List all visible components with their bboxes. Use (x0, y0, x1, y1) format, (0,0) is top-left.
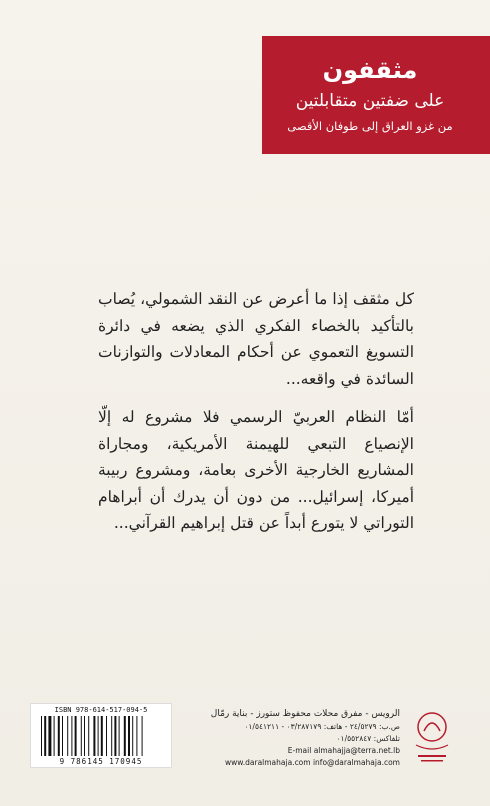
barcode-bar (75, 716, 77, 756)
barcode-bar (132, 716, 133, 756)
barcode-bar (142, 716, 143, 756)
book-subtitle: على ضفتين متقابلتين (295, 91, 445, 112)
book-subtitle-2: من غزو العراق إلى طوفان الأقصى (287, 119, 453, 134)
barcode-bar (88, 716, 89, 756)
barcode-bar (128, 716, 130, 756)
ean-number: 9 786145 170945 (59, 757, 143, 766)
publisher-web: www.daralmahaja.com info@daralmahaja.com (225, 758, 400, 767)
barcode (30, 703, 172, 768)
barcode-bar (44, 716, 46, 756)
barcode-bar (119, 716, 120, 756)
barcode-bar (48, 716, 51, 756)
publisher-fax: تلفاكس: ٠١/٥٥٢٨٤٧ (336, 734, 400, 743)
barcode-bars-icon (39, 716, 165, 756)
barcode-bar (101, 716, 103, 756)
barcode-bar (67, 716, 68, 756)
title-box (262, 36, 490, 154)
barcode-bar (58, 716, 60, 756)
publisher-info (210, 707, 400, 769)
barcode-bar (81, 716, 82, 756)
book-title: مثقفون (322, 56, 418, 84)
blurb-text (98, 286, 414, 549)
barcode-bar (84, 716, 85, 756)
barcode-bar (71, 716, 72, 756)
barcode-bar (136, 716, 137, 756)
barcode-bar (93, 716, 95, 756)
isbn-text: ISBN 978-614-517-094-5 (54, 706, 148, 714)
barcode-bar (98, 716, 99, 756)
barcode-bar (114, 716, 116, 756)
barcode-bar (106, 716, 107, 756)
barcode-bar (41, 716, 42, 756)
publisher-email: E-mail almahajja@terra.net.lb (287, 746, 400, 755)
barcode-bar (54, 716, 55, 756)
blurb-paragraph-1: كل مثقف إذا ما أعرض عن النقد الشمولي، يُصاب بالتأكيد بالخصاء الفكري الذي يضعه في دائرة التسويغ التعموي عن أحكام المعادلات والتوازنات السائدة في واقعه... (98, 290, 414, 388)
publisher-address: الرويس - مفرق محلات محفوظ ستورز - بناية رمّال (210, 709, 400, 719)
blurb-paragraph-2: أمّا النظام العربيّ الرسمي فلا مشروع له إلّا الإنصياع التبعي للهيمنة الأمريكية، ومجاراة المشاريع الخارجية الأخرى بعامة، ومشروع ربيبة أميركا، إسرائيل... من دون أن يدرك أن أبراهام التوراتي لا يتورع أبداً عن قتل إبراهيم القرآني... (98, 408, 414, 532)
barcode-bar (124, 716, 126, 756)
barcode-bar (111, 716, 112, 756)
publisher-logo-icon (402, 701, 462, 771)
publisher-pobox-phone: ص.ب: ٢٤/٥٢٧٩ - هاتف: ٠٣/٢٨٧١٧٩ - ٠١/٥٤١٢١١ (244, 722, 400, 731)
barcode-bar (62, 716, 63, 756)
